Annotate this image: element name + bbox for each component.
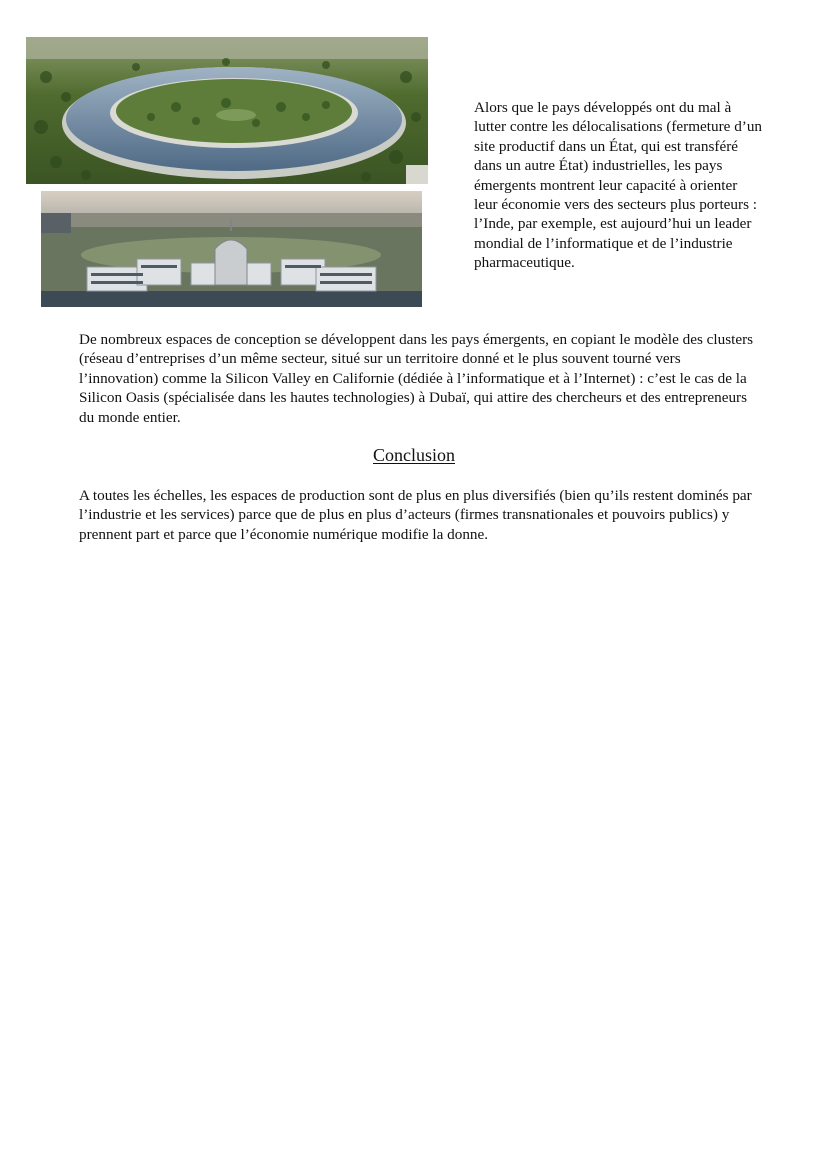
- conclusion-paragraph: A toutes les échelles, les espaces de production sont de plus en plus diversifiés (bien qu’ils restent dominés par l’industrie et les services) parce que de plus en plus d’acteurs (firmes transnationales et pouvoirs publics) y prennent part et parce que l’économie numérique modifie la donne.: [79, 487, 752, 543]
- silicon-oasis-photo: [41, 191, 422, 307]
- apple-park-photo: [26, 37, 428, 184]
- clusters-paragraph: De nombreux espaces de conception se développent dans les pays émergents, en copiant le modèle des clusters (réseau d’entreprises d’un même secteur, situé sur un territoire donné et le plus souvent tourné vers l’innovation) comme la Silicon Valley en Californie (dédiée à l’informatique et à l’Internet) : c’est le cas de la Silicon Oasis (spécialisée dans les hautes technologies) à Dubaï, qui attire des chercheurs et des entrepreneurs du monde entier.: [79, 331, 754, 426]
- conclusion-heading-text: Conclusion: [372, 445, 455, 465]
- delocalisation-paragraph: Alors que le pays développés ont du mal à lutter contre les délocalisations (fermeture d’un site productif dans un État, qui est transféré dans un autre État) industrielles, les pays émergents montrent leur capacité à orienter leur économie vers des secteurs plus porteurs : l’Inde, par exemple, est aujourd’hui un leader mondial de l’informatique et de l’industrie pharmaceutique.: [474, 99, 763, 272]
- conclusion-heading: [0, 443, 828, 467]
